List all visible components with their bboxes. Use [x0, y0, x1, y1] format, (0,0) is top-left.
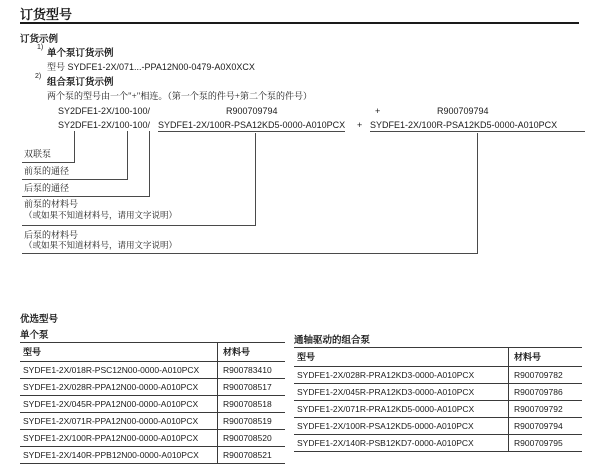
example1-superscript: 1) — [37, 44, 44, 51]
model-cell: SYDFE1-2X/100R-PPA12N00-0000-A010PCX — [23, 433, 199, 443]
model-cell: SYDFE1-2X/071R-PRA12KD5-0000-A010PCX — [297, 404, 475, 414]
line1-part-number-1: R900709794 — [226, 106, 278, 116]
leader-horizontal-dual-pump — [22, 162, 75, 163]
table-row — [294, 367, 582, 384]
line1-plus-sign: + — [375, 106, 381, 116]
example1-code-line: 型号 SYDFE1-2X/071...-PPA12N00-0479-A0X0XCX — [47, 62, 255, 72]
callout-rear-material-note: （或如果不知道材料号，请用文字说明） — [24, 240, 178, 250]
table-row — [20, 362, 285, 379]
leader-vertical-rear-material — [477, 133, 478, 253]
table-row — [294, 384, 582, 401]
material-cell: R900708519 — [217, 413, 285, 429]
line2-model-prefix: SY2DFE1-2X/100-100/ — [58, 120, 151, 130]
table-header-row — [294, 348, 582, 367]
table-row — [20, 379, 285, 396]
line1-part-number-2: R900709794 — [437, 106, 489, 116]
example2-description: 两个泵的型号由一个"+"相连。（第一个泵的件号+第二个泵的件号） — [47, 91, 313, 101]
material-cell: R900708517 — [217, 379, 285, 395]
ordering-heading: 订货示例 — [20, 34, 59, 45]
single-pump-table — [20, 342, 285, 464]
model-cell: SYDFE1-2X/028R-PPA12N00-0000-A010PCX — [23, 382, 199, 392]
leader-vertical-rear-size — [149, 131, 150, 196]
leader-horizontal-front-material — [22, 225, 256, 226]
preferred-heading: 优选型号 — [20, 314, 59, 325]
model-cell: SYDFE1-2X/140R-PPB12N00-0000-A010PCX — [23, 450, 199, 460]
table-row — [294, 418, 582, 435]
material-cell: R900709792 — [508, 401, 582, 417]
callout-rear-size: 后泵的通径 — [24, 183, 70, 193]
material-cell: R900709794 — [508, 418, 582, 434]
example2-superscript: 2) — [35, 73, 42, 80]
table-row — [20, 413, 285, 430]
model-column-header: 型号 — [23, 347, 42, 357]
combined-pump-subheading: 通轴驱动的组合泵 — [294, 335, 371, 346]
model-cell: SYDFE1-2X/018R-PSC12N00-0000-A010PCX — [23, 365, 200, 375]
material-column-header: 材料号 — [508, 348, 582, 366]
leader-vertical-dual-pump — [74, 131, 75, 162]
model-cell: SYDFE1-2X/140R-PSB12KD7-0000-A010PCX — [297, 438, 474, 448]
leader-vertical-front-material — [255, 133, 256, 225]
material-cell: R900709795 — [508, 435, 582, 451]
single-pump-subheading: 单个泵 — [20, 330, 49, 341]
line2-type-code-2: SYDFE1-2X/100R-PSA12KD5-0000-A010PCX — [370, 120, 585, 132]
example2-label: 组合泵订货示例 — [47, 77, 114, 88]
title-rule — [20, 22, 579, 24]
material-cell: R900709786 — [508, 384, 582, 400]
material-column-header: 材料号 — [217, 343, 285, 361]
leader-vertical-front-size — [127, 131, 128, 179]
callout-front-material: 前泵的材料号 — [24, 199, 79, 209]
model-column-header: 型号 — [297, 352, 316, 362]
model-cell: SYDFE1-2X/028R-PRA12KD3-0000-A010PCX — [297, 370, 475, 380]
table-row — [20, 396, 285, 413]
table-row — [294, 435, 582, 452]
callout-dual-pump: 双联泵 — [24, 149, 52, 159]
leader-horizontal-front-size — [22, 179, 128, 180]
combined-pump-table — [294, 347, 582, 452]
material-cell: R900708520 — [217, 430, 285, 446]
line1-model-prefix: SY2DFE1-2X/100-100/ — [58, 106, 151, 116]
line2-plus-sign: + — [357, 120, 363, 130]
line2-type-code-1: SYDFE1-2X/100R-PSA12KD5-0000-A010PCX — [158, 120, 346, 130]
page-title: 订货型号 — [20, 7, 73, 22]
material-cell: R900708518 — [217, 396, 285, 412]
material-cell: R900783410 — [217, 362, 285, 378]
example1-label: 单个泵订货示例 — [47, 48, 114, 59]
material-cell: R900708521 — [217, 447, 285, 463]
model-cell: SYDFE1-2X/045R-PPA12N00-0000-A010PCX — [23, 399, 199, 409]
table-header-row — [20, 343, 285, 362]
callout-front-size: 前泵的通径 — [24, 166, 70, 176]
table-row — [20, 430, 285, 447]
material-cell: R900709782 — [508, 367, 582, 383]
model-cell: SYDFE1-2X/100R-PSA12KD5-0000-A010PCX — [297, 421, 474, 431]
callout-front-material-note: （或如果不知道材料号，请用文字说明） — [24, 210, 178, 220]
table-row — [20, 447, 285, 464]
table-row — [294, 401, 582, 418]
callout-rear-material: 后泵的材料号 — [24, 230, 79, 240]
model-cell: SYDFE1-2X/071R-PPA12N00-0000-A010PCX — [23, 416, 199, 426]
model-cell: SYDFE1-2X/045R-PRA12KD3-0000-A010PCX — [297, 387, 475, 397]
leader-horizontal-rear-material — [22, 253, 478, 254]
